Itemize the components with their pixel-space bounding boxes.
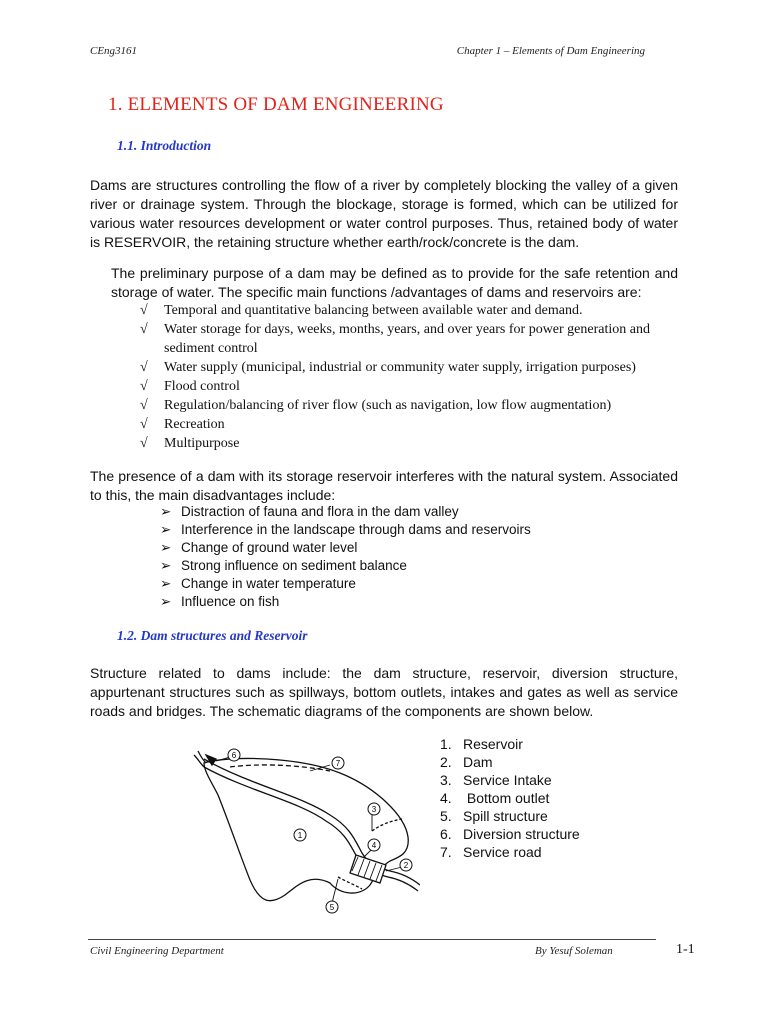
list-item-text: Change in water temperature	[181, 576, 356, 591]
check-icon: √	[140, 322, 148, 337]
dam-schematic-diagram	[190, 745, 420, 920]
list-item-text: Flood control	[164, 379, 240, 394]
list-item	[160, 521, 660, 539]
diagram-label-4: 4	[371, 841, 377, 850]
section-heading-dam-structures: 1.2. Dam structures and Reservoir	[117, 628, 308, 643]
arrow-bullet-icon: ➢	[160, 540, 172, 555]
footer-author: By Yesuf Soleman	[535, 945, 613, 957]
list-item	[140, 434, 680, 453]
list-item: 4. Bottom outlet	[440, 790, 550, 806]
list-item-text: Multipurpose	[164, 436, 240, 451]
list-item: 2. Dam	[440, 754, 493, 770]
component-label: Service road	[463, 844, 542, 860]
list-item-text: Distraction of fauna and flora in the dam valley	[181, 504, 459, 519]
list-item	[140, 320, 680, 358]
component-label: Bottom outlet	[463, 790, 550, 806]
list-item	[140, 377, 680, 396]
river-channel	[204, 759, 420, 885]
list-item	[160, 503, 660, 521]
list-item	[160, 539, 660, 557]
component-label: Service Intake	[463, 772, 552, 788]
list-item	[140, 396, 680, 415]
arrow-bullet-icon: ➢	[160, 576, 172, 591]
list-item	[160, 557, 660, 575]
purpose-paragraph: The preliminary purpose of a dam may be defined as to provide for the safe retention and storage of water. The specific main functions /advantages of dams and reservoirs are:	[111, 265, 678, 300]
arrow-bullet-icon: ➢	[160, 504, 172, 519]
diagram-label-6: 6	[231, 751, 237, 760]
diagram-label-3: 3	[371, 805, 377, 814]
list-item-text: Interference in the landscape through dams and reservoirs	[181, 522, 531, 537]
intake-line	[372, 819, 402, 831]
arrow-bullet-icon: ➢	[160, 594, 172, 609]
component-label: Spill structure	[463, 808, 548, 824]
diagram-label-1: 1	[297, 831, 303, 840]
diagram-label-2: 2	[403, 861, 409, 870]
list-item-text: Change of ground water level	[181, 540, 358, 555]
functions-list	[140, 301, 680, 453]
component-label: Diversion structure	[463, 826, 580, 842]
footer-department: Civil Engineering Department	[90, 945, 224, 957]
disadvantages-list	[160, 503, 660, 611]
check-icon: √	[140, 417, 148, 432]
component-label: Reservoir	[463, 736, 523, 752]
list-item	[160, 575, 660, 593]
list-item: 6. Diversion structure	[440, 826, 580, 842]
list-item-text: Water supply (municipal, industrial or community water supply, irrigation purposes)	[164, 360, 636, 375]
arrow-bullet-icon: ➢	[160, 558, 172, 573]
intro-paragraph: Dams are structures controlling the flow of a river by completely blocking the valley of a given river or drainage system. Through the blockage, storage is formed, which can be utilized for various water resources development or water control purposes. Thus, retained body of water is RESERVOIR, the retaining structure whether earth/rock/concrete is the dam.	[90, 177, 678, 250]
list-item	[140, 301, 680, 320]
component-label: Dam	[463, 754, 493, 770]
list-item: 3. Service Intake	[440, 772, 552, 788]
check-icon: √	[140, 379, 148, 394]
check-icon: √	[140, 303, 148, 318]
diagram-label-7: 7	[335, 759, 341, 768]
list-item-text: Recreation	[164, 417, 225, 432]
check-icon: √	[140, 360, 148, 375]
list-item	[160, 593, 660, 611]
arrow-bullet-icon: ➢	[160, 522, 172, 537]
disadvantages-paragraph: The presence of a dam with its storage reservoir interferes with the natural system. Associated to this, the main disadvantages include:	[90, 468, 678, 503]
footer-divider	[88, 939, 656, 940]
check-icon: √	[140, 436, 148, 451]
list-item	[140, 415, 680, 434]
list-item	[140, 358, 680, 377]
section-heading-introduction: 1.1. Introduction	[117, 138, 212, 153]
list-item: 7. Service road	[440, 844, 542, 860]
page-header-right: Chapter 1 – Elements of Dam Engineering	[456, 45, 645, 57]
page-number: 1-1	[676, 942, 695, 957]
structures-paragraph: Structure related to dams include: the dam structure, reservoir, diversion structure, appurtenant structures such as spillways, bottom outlets, intakes and gates as well as service roads and bridges. The schematic diagrams of the components are shown below.	[90, 665, 678, 719]
list-item-text: Temporal and quantitative balancing between available water and demand.	[164, 303, 583, 318]
list-item: 5. Spill structure	[440, 808, 548, 824]
chapter-title: 1. ELEMENTS OF DAM ENGINEERING	[108, 94, 444, 115]
list-item: 1. Reservoir	[440, 736, 523, 752]
components-list	[440, 735, 580, 861]
list-item-text: Water storage for days, weeks, months, years, and over years for power generation and sediment control	[164, 322, 650, 356]
spill-channel	[338, 877, 362, 889]
diagram-label-5: 5	[329, 903, 335, 912]
list-item-text: Influence on fish	[181, 594, 280, 609]
list-item-text: Strong influence on sediment balance	[181, 558, 407, 573]
check-icon: √	[140, 398, 148, 413]
list-item-text: Regulation/balancing of river flow (such as navigation, low flow augmentation)	[164, 398, 612, 413]
page-header-left: CEng3161	[90, 45, 138, 57]
